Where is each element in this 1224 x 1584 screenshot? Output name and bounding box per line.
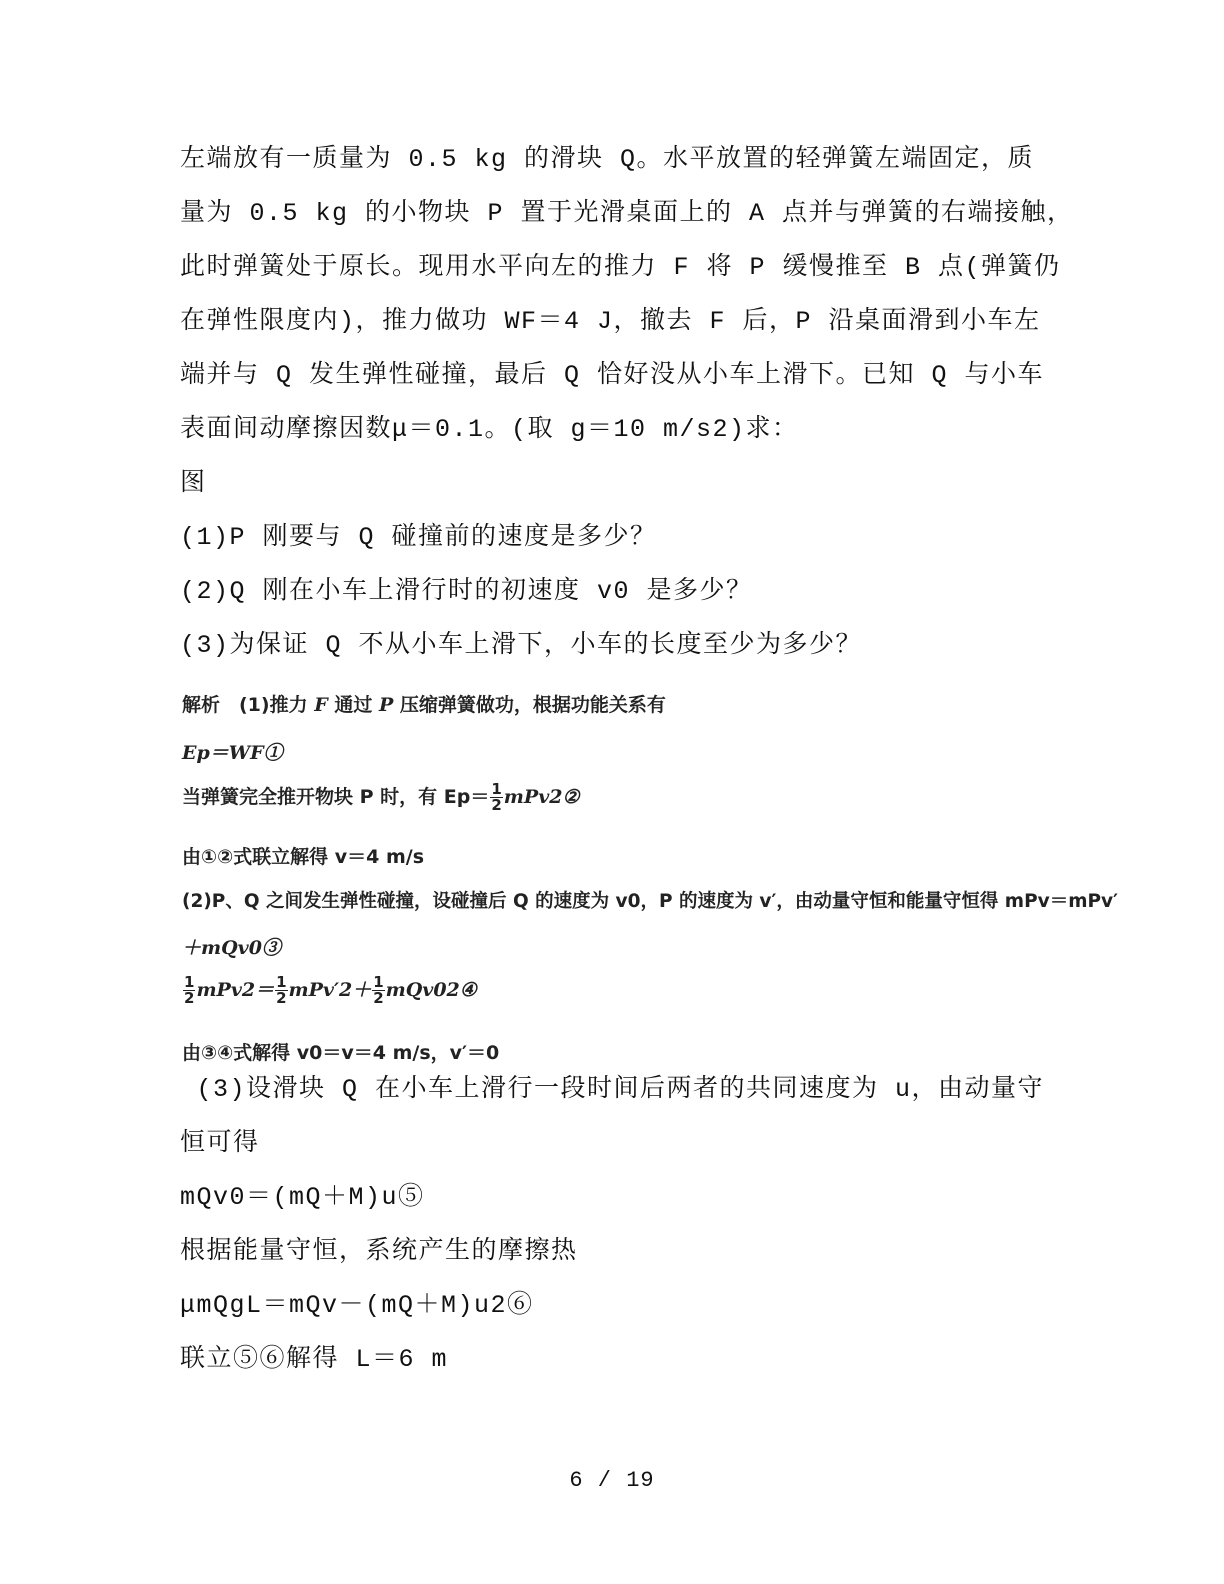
part2-line-2: ＋mQv0③ bbox=[182, 937, 281, 959]
problem-line-3: 此时弹簧处于原长。现用水平向左的推力 F 将 P 缓慢推至 B 点(弹簧仍 bbox=[180, 253, 1061, 282]
page-number: 6 / 19 bbox=[569, 1468, 655, 1493]
question-1: (1)P 刚要与 Q 碰撞前的速度是多少？ bbox=[180, 523, 657, 552]
part2-line-1: (2)P、Q 之间发生弹性碰撞，设碰撞后 Q 的速度为 v0，P 的速度为 v′，由动量守恒和能量守恒得 mPv＝mPv′ bbox=[182, 891, 1118, 912]
equation-1: Ep＝WF① bbox=[182, 742, 283, 764]
equation-4: $\frac{1}{2}$ mPv2＝ $\frac{1}{2}$ mPv′2＋ $\frac{1}{2}$ mQv02④ bbox=[184, 973, 477, 1007]
solution-intro: 解析 (1)推力 F 通过 P 压缩弹簧做功，根据功能关系有 bbox=[182, 694, 666, 716]
problem-line-5: 端并与 Q 发生弹性碰撞，最后 Q 恰好没从小车上滑下。已知 Q 与小车 bbox=[180, 361, 1045, 390]
part3-result: 联立⑤⑥解得 L＝6 m bbox=[180, 1345, 449, 1374]
part3-equation-5: mQv0＝(mQ＋M)u⑤ bbox=[180, 1183, 425, 1212]
fraction-half: $\frac{1}{2}$ bbox=[491, 780, 502, 814]
part3-line-1: (3)设滑块 Q 在小车上滑行一段时间后两者的共同速度为 u，由动量守 bbox=[180, 1075, 1045, 1104]
problem-line-4: 在弹性限度内)，推力做功 WF＝4 J，撤去 F 后，P 沿桌面滑到小车左 bbox=[180, 307, 1041, 336]
equation-3: 由①②式联立解得 v＝4 m/s bbox=[182, 846, 425, 868]
problem-line-2: 量为 0.5 kg 的小物块 P 置于光滑桌面上的 A 点并与弹簧的右端接触， bbox=[180, 199, 1074, 228]
part3-line-4: 根据能量守恒，系统产生的摩擦热 bbox=[180, 1237, 578, 1266]
equation-2: 当弹簧完全推开物块 P 时，有 Ep＝ $\frac{1}{2}$ mPv2② bbox=[182, 780, 580, 814]
problem-line-1: 左端放有一质量为 0.5 kg 的滑块 Q。水平放置的轻弹簧左端固定，质 bbox=[180, 145, 1035, 174]
part3-equation-6: μmQgL＝mQv－(mQ＋M)u2⑥ bbox=[180, 1291, 534, 1320]
question-3: (3)为保证 Q 不从小车上滑下，小车的长度至少为多少？ bbox=[180, 631, 863, 660]
figure-label: 图 bbox=[180, 469, 207, 498]
problem-line-6: 表面间动摩擦因数μ＝0.1。(取 g＝10 m/s2)求： bbox=[180, 415, 799, 444]
equation-5: 由③④式解得 v0＝v＝4 m/s，v′＝0 bbox=[182, 1042, 500, 1064]
question-2: (2)Q 刚在小车上滑行时的初速度 v0 是多少？ bbox=[180, 577, 753, 606]
part3-line-2: 恒可得 bbox=[180, 1129, 260, 1158]
